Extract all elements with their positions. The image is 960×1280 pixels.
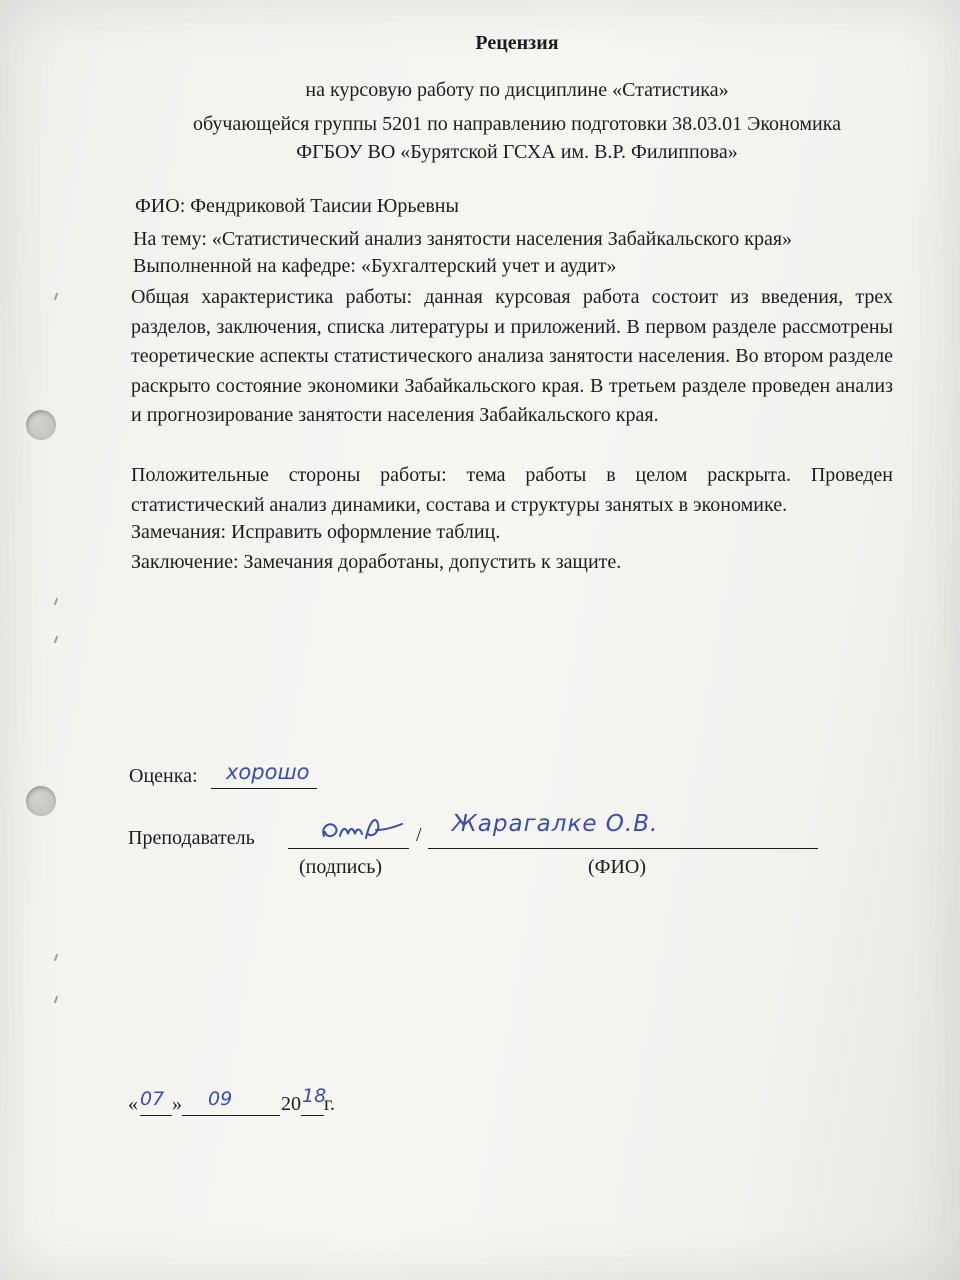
- grade-handwritten: хорошо: [226, 760, 310, 784]
- binder-hole-bottom: [26, 786, 56, 816]
- grade-label: Оценка:: [129, 765, 198, 787]
- margin-mark: [54, 954, 58, 961]
- date-day-underline: [140, 1115, 172, 1116]
- grade-underline: [211, 788, 317, 789]
- fio-underline: [428, 848, 818, 849]
- teacher-label: Преподаватель: [128, 827, 255, 849]
- student-fio: ФИО: Фендриковой Таисии Юрьевны: [135, 195, 459, 217]
- header-line-discipline: на курсовую работу по дисциплине «Статистика»: [305, 79, 729, 101]
- signature-underline: [288, 848, 409, 849]
- date-day-handwritten: 07: [140, 1088, 165, 1110]
- date-close-quote: »: [172, 1093, 182, 1115]
- margin-mark: [54, 598, 58, 605]
- date-month-handwritten: 09: [208, 1088, 233, 1110]
- signature-caption: (подпись): [299, 856, 383, 878]
- document-title: Рецензия: [475, 32, 559, 54]
- binder-hole-top: [26, 410, 56, 440]
- conclusion: Заключение: Замечания доработаны, допустить к защите.: [131, 551, 622, 573]
- general-characteristic: Общая характеристика работы: данная курсовая работа состоит из введения, трех разделов, заключения, списка литературы и приложений. В первом разделе рассмотрены теоретические аспекты статистического анализа занятости населения. Во втором разделе раскрыто состояние экономики Забайкальского края. В третьем разделе проведен анализ и прогнозирование занятости населения Забайкальского края.: [131, 286, 893, 426]
- remarks: Замечания: Исправить оформление таблиц.: [131, 521, 501, 543]
- date-year-prefix: 20: [281, 1093, 301, 1115]
- header-line-university: ФГБОУ ВО «Бурятской ГСХА им. В.Р. Филиппова»: [296, 141, 738, 163]
- name-separator: /: [416, 824, 422, 846]
- margin-mark: [54, 293, 58, 300]
- date-year-handwritten: 18: [302, 1085, 327, 1107]
- department: Выполненной на кафедре: «Бухгалтерский учет и аудит»: [133, 255, 617, 277]
- positive-aspects: Положительные стороны работы: тема работы в целом раскрыта. Проведен статистический анализ динамики, состава и структуры занятых в экономике.: [131, 464, 893, 516]
- date-year-underline: [301, 1115, 324, 1116]
- date-year-suffix: г.: [324, 1093, 335, 1115]
- teacher-signature: [318, 812, 408, 848]
- margin-mark: [54, 636, 58, 643]
- work-topic: На тему: «Статистический анализ занятости населения Забайкальского края»: [133, 228, 793, 250]
- margin-mark: [54, 996, 58, 1003]
- header-line-group: обучающейся группы 5201 по направлению подготовки 38.03.01 Экономика: [192, 113, 842, 135]
- date-month-underline: [182, 1115, 280, 1116]
- teacher-name-handwritten: Жарагалке О.В.: [452, 811, 659, 837]
- fio-caption: (ФИО): [588, 856, 647, 878]
- date-open-quote: «: [128, 1093, 138, 1115]
